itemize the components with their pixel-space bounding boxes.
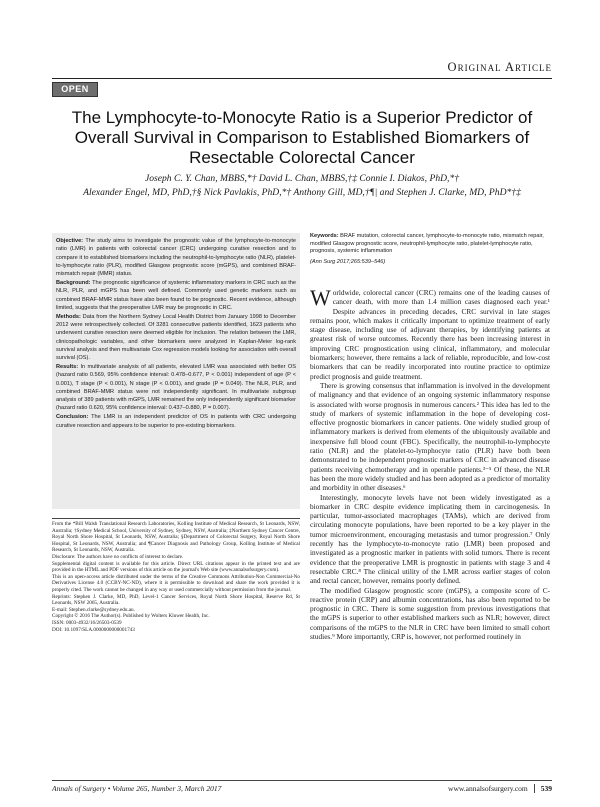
article-title: The Lymphocyte-to-Monocyte Ratio is a Superior Predictor of Overall Survival in Comparison to Established Biomarkers of Resectable Colorectal Cancer	[71, 108, 533, 167]
issn-note: ISSN: 0003-4932/16/26503-0539	[52, 619, 122, 626]
disclosure-note: Disclosure: The authors have no conflicts of interest to declare.	[52, 553, 184, 560]
copyright-note: Copyright © 2016 The Author(s). Published by Wolters Kluwer Health, Inc.	[52, 613, 210, 620]
abstract-background: Background: The prognostic significance of systemic inflammatory markers in CRC such as the NLR, PLR, and mGPS has been well defined. Commonly used genetic markers such as combined BRAF-MMR status have also been found to be prognostic. Recent evidence, although limited, suggests that the preoperative LMR may be prognostic in CRC.	[56, 279, 296, 311]
author-list	[52, 172, 552, 199]
body-text	[310, 288, 550, 770]
journal-info: Annals of Surgery • Volume 265, Number 3, March 2017	[52, 784, 222, 793]
section-label: Original Article	[447, 60, 552, 74]
abstract-methods: Methods: Data from the Northern Sydney Local Health District from January 1998 to December 2012 were retrospectively collected. Of 3281 consecutive patients identified, 1623 patients who underwent curative resection were deemed eligible for inclusion. The relation between the LMR, clinicopathologic variables, and other biomarkers were analyzed in Kaplan-Meier log-rank survival analysis and then multivariate Cox regression models looking for association with overall survival (OS).	[56, 313, 296, 362]
reprints-note: Reprints: Stephen J. Clarke, MD, PhD, Level-1 Cancer Services, Royal North Shore Hospital, Reserve Rd, St Leonards, NSW 2065, Australia.	[52, 593, 300, 607]
body-paragraph: Interestingly, monocyte levels have not been widely investigated as a biomarker in CRC despite evidence implicating them in carcinogenesis. In particular, tumor-associated macrophages (TAMs), which are derived from circulating monocyte populations, have been reported to be a key player in the tumor microenvironment, encouraging metastasis and tumor progression.⁷ Only recently has the lymphocyte-to-monocyte ratio (LMR) been proposed and investigated as a prognostic marker in patients with solid tumors. There is recent evidence that the preoperative LMR is prognostic in patients with stage 3 and 4 resectable CRC.⁸ The clinical utility of the LMR across earlier stages of colon and rectal cancer, however, remains poorly defined.	[310, 492, 550, 586]
body-paragraph: Worldwide, colorectal cancer (CRC) remains one of the leading causes of cancer death, with more than 1.4 million cases diagnosed each year.¹ Despite advances in preceding decades, CRC survival in late stages remains poor, which makes it critically important to optimize treatment of early stage disease, including use of adjuvant therapies, by identifying patients at greatest risk of worse outcomes. Recently there has been increasing interest in improving CRC prognostication using clinical, inflammatory, and molecular biomarkers; however, there remains a lack of reliable, reproducible, and low-cost biomarkers that can be readily incorporated into routine practice to optimize predict prognosis and guide treatment.	[310, 288, 550, 381]
affiliation-note: From the *Bill Walsh Translational Research Laboratories, Kolling Institute of Medical Research, St Leonards, NSW, Australia; †Sydney Medical School, University of Sydney, Sydney, NSW, Australia; ‡Northern Sydney Cancer Centre, Royal North Shore Hospital, St Leonards, NSW, Australia; §Department of Colorectal Surgery, Royal North Shore Hospital, St Leonards, NSW, Australia; and ¶Cancer Diagnosis and Pathology Group, Kolling Institute of Medical Research, St Leonards, NSW, Australia.	[52, 521, 300, 554]
body-paragraph: The modified Glasgow prognostic score (mGPS), a composite score of C-reactive protein (CRP) and albumin concentrations, has also been reported to be prognostic in CRC. There is some suggestion from previous investigations that the mGPS is superior to other established markers such as NLR; however, direct comparisons of the mGPS to the NLR in CRC have been limited to small cohort studies.⁹ More importantly, CRP is, however, not performed routinely in	[310, 585, 550, 641]
footer-right	[448, 784, 552, 793]
open-access-badge: OPEN	[52, 82, 98, 97]
keywords-label: Keywords:	[310, 233, 339, 239]
license-note: This is an open-access article distributed under the terms of the Creative Commons Attribution-Non Commercial-No Derivatives License 4.0 (CCBY-NC-ND), where it is permissible to download and share the work provided it is properly cited. The work cannot be changed in any way or used commercially without permission from the journal.	[52, 573, 300, 593]
drop-cap: W	[310, 288, 331, 310]
doi-note: DOI: 10.1097/SLA.0000000000001743	[52, 626, 135, 633]
author-line: Alexander Engel, MD, PhD,†§ Nick Pavlakis, PhD,*† Anthony Gill, MD,†¶| and Stephen J. Clarke, MD, PhD*†‡	[83, 186, 521, 198]
author-line: Joseph C. Y. Chan, MBBS,*† David L. Chan, MBBS,†‡ Connie I. Diakos, PhD,*†	[144, 173, 460, 184]
affiliations	[52, 521, 300, 633]
body-paragraph: There is growing consensus that inflammation is involved in the development of malignancy and that evidence of an ongoing systemic inflammatory response is associated with worse prognosis in numerous cancers.² This idea has led to the study of markers of systemic inflammation in the hope of developing cost-effective prognostic biomarkers in cancer patients. One widely studied group of inflammatory markers is derived from elements of the ubiquitously available and inexpensive full blood count (FBC). Specifically, the neutrophil-to-lymphocyte ratio (NLR) and the platelet-to-lymphocyte ratio (PLR) have both been demonstrated to be independent prognostic markers of CRC in advanced disease patients receiving chemotherapy and in operable patients.³⁻⁵ Of these, the NLR has been the more widely studied and has been adopted as a predictor of mortality and morbidity in other diseases.⁶	[310, 380, 550, 493]
keywords	[310, 233, 550, 266]
footer-divider	[52, 780, 552, 781]
header-divider	[52, 78, 552, 79]
keywords-text: BRAF mutation, colorectal cancer, lymphocyte-to-monocyte ratio, mismatch repair, modified Glasgow prognostic score, neutrophil-lymphocyte ratio, platelet-lymphocyte ratio, prognosis, systemic inflammation	[310, 233, 544, 254]
abstract	[52, 233, 300, 509]
journal-website: www.annalsofsurgery.com	[448, 784, 528, 793]
abstract-conclusion: Conclusion: The LMR is an independent predictor of OS in patients with CRC undergoing curative resection and appears to be superior to pre-existing biomarkers.	[56, 414, 297, 429]
supplemental-note: Supplemental digital content is available for this article. Direct URL citations appear in the printed text and are provided in the HTML and PDF versions of this article on the journal's Web site (www.annalsofsurgery.com).	[52, 560, 300, 574]
abstract-objective: Objective: The study aims to investigate the prognostic value of the lymphocyte-to-monocyte ratio (LMR) in patients with colorectal cancer (CRC) undergoing curative resection and to compare it to established biomarkers including the neutrophil-to-lymphocyte ratio (NLR), platelet-to-lymphocyte ratio (PLR), modified Glasgow prognostic score (mGPS), and combined BRAF-mismatch repair (MMR) status.	[56, 238, 296, 278]
abstract-results: Results: In multivariate analysis of all patients, elevated LMR was associated with better OS (hazard ratio 0.569, 95% confidence interval: 0.478–0.677, P < 0.001) independent of age (P < 0.001), T stage (P < 0.001), N stage (P < 0.001), and grade (P = 0.049). The NLR, PLR, and combined BRAF-MMR status were not independently significant. In multivariate subgroup analysis of 389 patients with mGPS, LMR remained the only independently significant biomarker (hazard ratio 0.620, 95% confidence interval: 0.437–0.880, P = 0.007).	[56, 363, 296, 412]
affiliations-divider	[52, 518, 300, 519]
email-note: E-mail: Stephen.clarke@sydney.edu.au.	[52, 606, 135, 613]
citation: (Ann Surg 2017;265:539–546)	[310, 258, 386, 265]
page-number: 539	[534, 784, 552, 793]
